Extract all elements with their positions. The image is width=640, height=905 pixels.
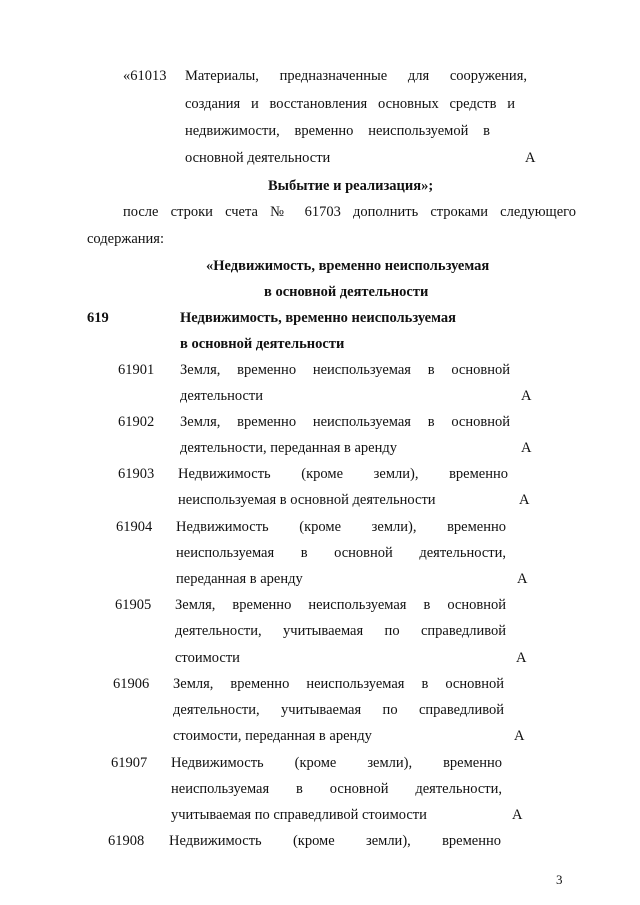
account-61013-letter: А bbox=[525, 150, 536, 166]
section-heading-disposal: Выбытие и реализация»; bbox=[268, 178, 434, 194]
account-line: Недвижимость (кроме земли), временно bbox=[178, 466, 508, 482]
account-code: 61907 bbox=[111, 755, 148, 771]
account-line: стоимости bbox=[175, 650, 240, 666]
page-number: 3 bbox=[556, 872, 563, 887]
account-letter: А bbox=[519, 492, 530, 508]
account-letter: А bbox=[516, 650, 527, 666]
account-line: неиспользуемая в основной деятельности, bbox=[171, 781, 502, 797]
account-line: неиспользуемая в основной деятельности, bbox=[176, 545, 506, 561]
account-61013-line-4: основной деятельности bbox=[185, 150, 331, 166]
account-line: Земля, временно неиспользуемая в основной bbox=[175, 597, 506, 613]
account-line: деятельности, учитываемая по справедливой bbox=[175, 623, 506, 639]
account-letter: А bbox=[517, 571, 528, 587]
account-line: учитываемая по справедливой стоимости bbox=[171, 807, 427, 823]
account-line: Земля, временно неиспользуемая в основной bbox=[180, 414, 510, 430]
instruction-line-2: содержания: bbox=[87, 231, 165, 247]
account-line: Недвижимость (кроме земли), временно bbox=[169, 833, 501, 849]
account-61013-line-1: Материалы, предназначенные для сооружения, bbox=[185, 68, 527, 84]
account-code: 61904 bbox=[116, 519, 153, 535]
group-code-619: 619 bbox=[87, 310, 109, 326]
account-61013-line-2: создания и восстановления основных средств и bbox=[185, 96, 515, 112]
section-heading-line-1: «Недвижимость, временно неиспользуемая bbox=[206, 258, 490, 274]
group-619-line-1: Недвижимость, временно неиспользуемая bbox=[180, 310, 456, 326]
account-letter: А bbox=[514, 728, 525, 744]
account-line: Земля, временно неиспользуемая в основной bbox=[180, 362, 510, 378]
account-code: 61906 bbox=[113, 676, 150, 692]
account-line: деятельности bbox=[180, 388, 264, 404]
account-letter: А bbox=[521, 440, 532, 456]
account-line: Недвижимость (кроме земли), временно bbox=[171, 755, 502, 771]
account-line: неиспользуемая в основной деятельности bbox=[178, 492, 436, 508]
account-61013-line-3: недвижимости, временно неиспользуемой в bbox=[185, 123, 490, 139]
account-line: Земля, временно неиспользуемая в основной bbox=[173, 676, 504, 692]
account-line: деятельности, учитываемая по справедливой bbox=[173, 702, 504, 718]
section-heading-line-2: в основной деятельности bbox=[264, 284, 429, 300]
account-letter: А bbox=[512, 807, 523, 823]
account-line: стоимости, переданная в аренду bbox=[173, 728, 372, 744]
account-line: деятельности, переданная в аренду bbox=[180, 440, 397, 456]
account-line: Недвижимость (кроме земли), временно bbox=[176, 519, 506, 535]
instruction-line-1: после строки счета № 61703 дополнить строками следующего bbox=[123, 204, 576, 220]
account-code: 61903 bbox=[118, 466, 155, 482]
account-code: 61905 bbox=[115, 597, 152, 613]
account-code: 61908 bbox=[108, 833, 145, 849]
group-619-line-2: в основной деятельности bbox=[180, 336, 345, 352]
account-line: переданная в аренду bbox=[176, 571, 303, 587]
account-code: 61902 bbox=[118, 414, 155, 430]
account-code: 61901 bbox=[118, 362, 155, 378]
account-letter: А bbox=[521, 388, 532, 404]
account-code-61013: «61013 bbox=[123, 68, 167, 84]
